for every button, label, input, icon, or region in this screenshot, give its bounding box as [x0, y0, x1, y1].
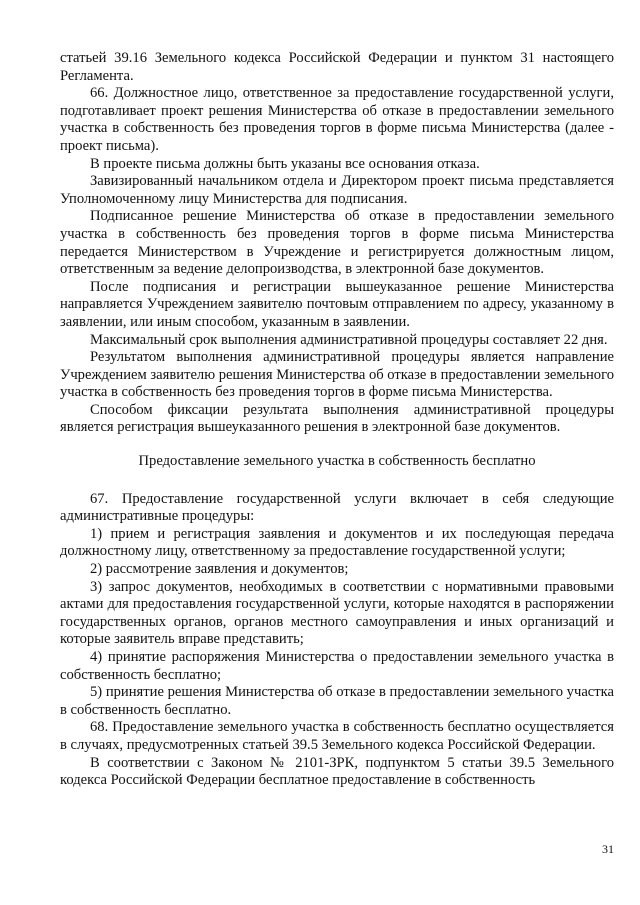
paragraph-law-reference: В соответствии с Законом № 2101-ЗРК, подпунктом 5 статьи 39.5 Земельного кодекса Российской Федерации бесплатное предоставление в собственность — [60, 754, 614, 789]
paragraph-fixation: Способом фиксации результата выполнения административной процедуры является регистрация вышеуказанного решения в электронной базе документов. — [60, 401, 614, 436]
list-item-3: 3) запрос документов, необходимых в соответствии с нормативными правовыми актами для предоставления государственной услуги, которые находятся в распоряжении государственных органов, органов местного самоуправления и иных организаций и которые заявитель вправе представить; — [60, 578, 614, 648]
paragraph-max-term: Максимальный срок выполнения административной процедуры составляет 22 дня. — [90, 331, 608, 348]
paragraph-68: 68. Предоставление земельного участка в собственность бесплатно осуществляется в случаях, предусмотренных статьей 39.5 Земельного кодекса Российской Федерации. — [60, 719, 614, 753]
paragraph-67: 67. Предоставление государственной услуги включает в себя следующие административные процедуры: — [60, 490, 614, 525]
paragraph-refusal-grounds: В проекте письма должны быть указаны все основания отказа. — [90, 155, 480, 172]
paragraph-result: Результатом выполнения административной процедуры является направление Учреждением заявителю решения Министерства об отказе в предоставлении земельного участка в собственность без проведения торгов в форме письма Министерства. — [60, 349, 615, 401]
list-item-2: 2) рассмотрение заявления и документов; — [90, 561, 349, 578]
paragraph-signing: Завизированный начальником отдела и Директором проект письма представляется Уполномоченному лицу Министерства для подписания. — [60, 173, 614, 207]
paragraph-sending: После подписания и регистрации вышеуказанное решение Министерства направляется Учреждением заявителю почтовым отправлением по адресу, указанному в заявлении, или иным способом, указанным в заявлении. — [60, 278, 614, 330]
list-item-5: 5) принятие решения Министерства об отказе в предоставлении земельного участка в собственность бесплатно. — [60, 684, 614, 718]
page-number: 31 — [602, 842, 614, 856]
list-item-4: 4) принятие распоряжения Министерства о предоставлении земельного участка в собственность бесплатно; — [60, 649, 614, 683]
paragraph-registration: Подписанное решение Министерства об отказе в предоставлении земельного участка в собственность без проведения торгов в форме письма Министерства передается Министерством в Учреждение и регистрируется должностным лицом, ответственным за ведение делопроизводства, в электронной базе документов. — [60, 208, 614, 278]
paragraph-66: 66. Должностное лицо, ответственное за предоставление государственной услуги, подготавливает проект решения Министерства об отказе в предоставлении земельного участка в собственность без проведения торгов в форме письма Министерства (далее - проект письма). — [60, 85, 614, 154]
section-heading: Предоставление земельного участка в собственность бесплатно — [138, 453, 536, 470]
paragraph-continuation: статьей 39.16 Земельного кодекса Российской Федерации и пунктом 31 настоящего Регламента. — [60, 50, 614, 84]
list-item-1: 1) прием и регистрация заявления и документов и их последующая передача должностному лицу, ответственному за предоставление государственной услуги; — [60, 525, 614, 560]
